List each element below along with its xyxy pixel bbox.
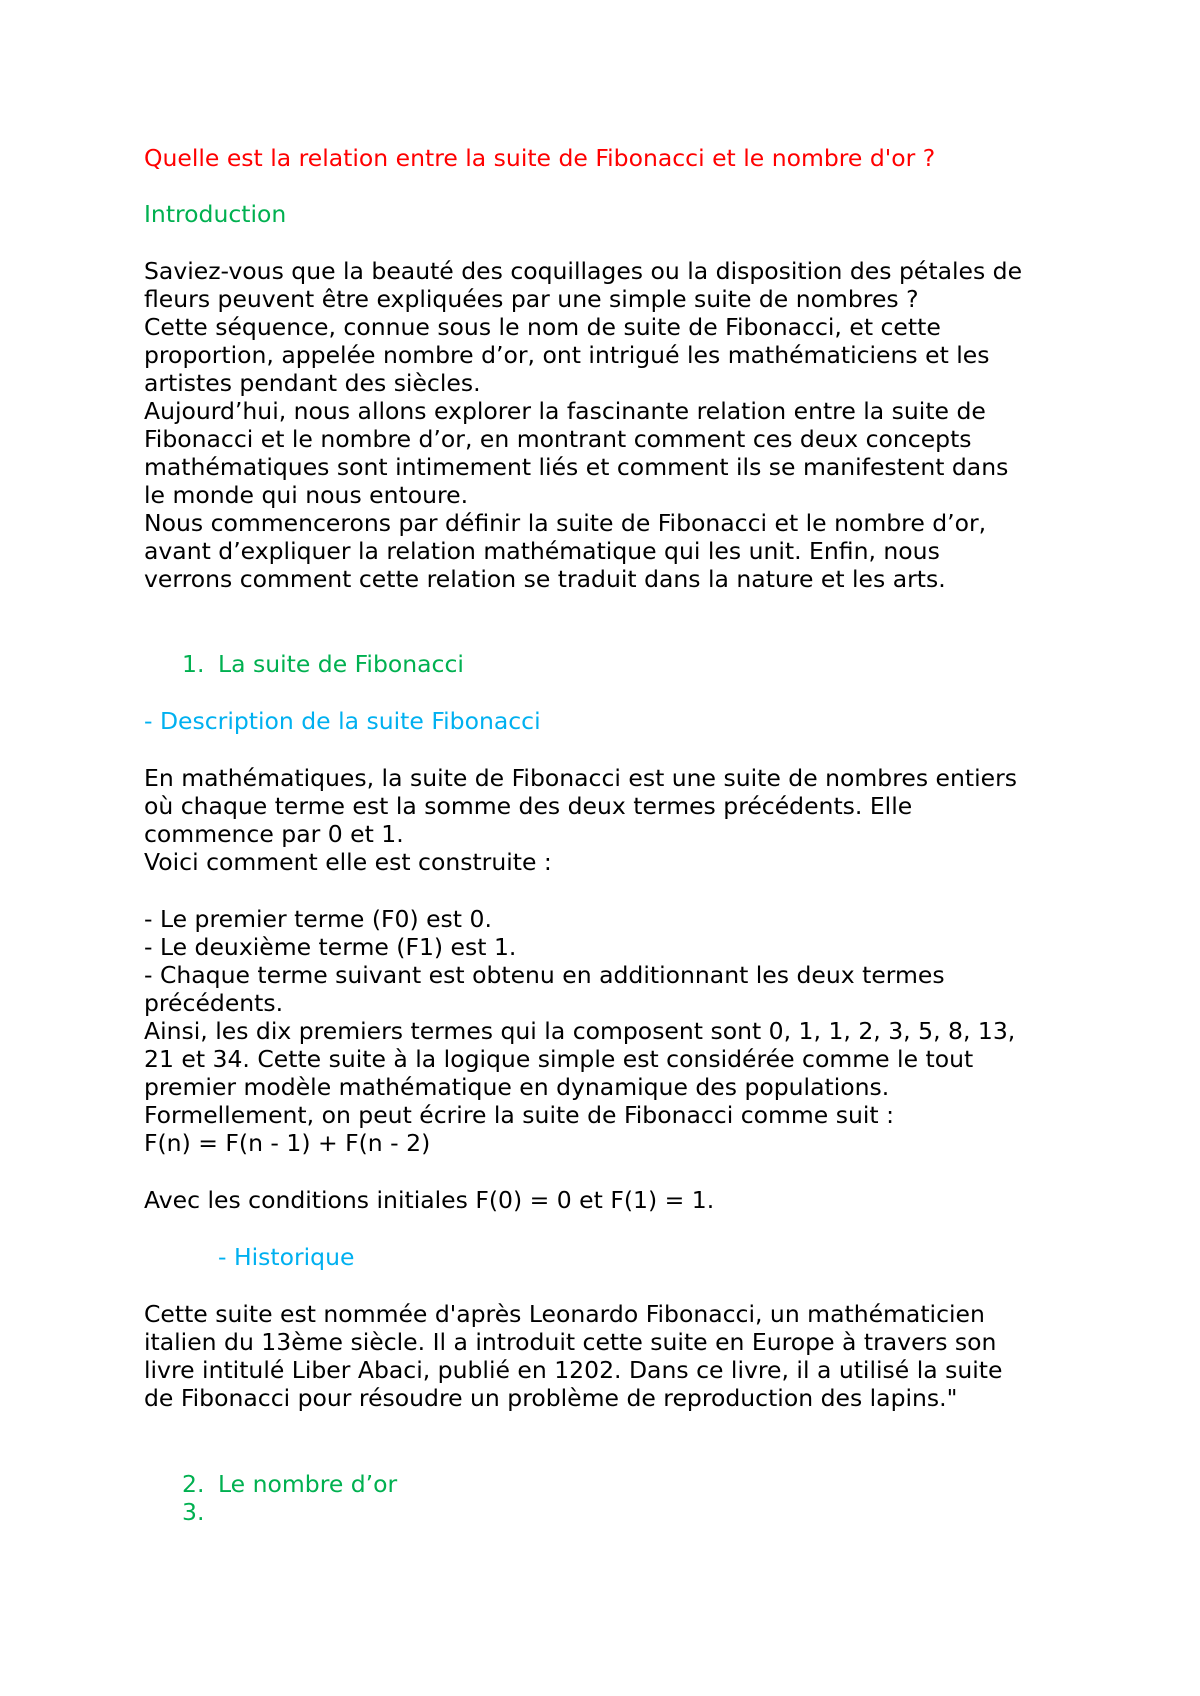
text-line: Fibonacci et le nombre d’or, en montrant comment ces deux concepts — [144, 425, 972, 453]
text-line: 21 et 34. Cette suite à la logique simple est considérée comme le tout — [144, 1045, 974, 1073]
description-subheading: - Description de la suite Fibonacci — [144, 707, 541, 735]
text-line: verrons comment cette relation se traduit dans la nature et les arts. — [144, 565, 946, 593]
text-line: proportion, appelée nombre d’or, ont intrigué les mathématiciens et les — [144, 341, 990, 369]
section2-heading: Le nombre d’or — [218, 1470, 398, 1498]
section1-number: 1. — [182, 650, 205, 678]
document-title: Quelle est la relation entre la suite de Fibonacci et le nombre d'or ? — [144, 144, 936, 172]
initial-conditions: Avec les conditions initiales F(0) = 0 et F(1) = 1. — [144, 1186, 715, 1214]
text-line: En mathématiques, la suite de Fibonacci est une suite de nombres entiers — [144, 764, 1017, 792]
text-line: Formellement, on peut écrire la suite de Fibonacci comme suit : — [144, 1101, 895, 1129]
text-line: où chaque terme est la somme des deux termes précédents. Elle — [144, 792, 913, 820]
text-line: Saviez-vous que la beauté des coquillages ou la disposition des pétales de — [144, 257, 1023, 285]
text-line: précédents. — [144, 989, 284, 1017]
text-line: premier modèle mathématique en dynamique des populations. — [144, 1073, 890, 1101]
intro-heading: Introduction — [144, 200, 287, 228]
section3-number: 3. — [182, 1498, 205, 1526]
text-line: Ainsi, les dix premiers termes qui la composent sont 0, 1, 1, 2, 3, 5, 8, 13, — [144, 1017, 1016, 1045]
text-line: Cette séquence, connue sous le nom de suite de Fibonacci, et cette — [144, 313, 941, 341]
history-subheading: - Historique — [218, 1243, 355, 1271]
text-line: italien du 13ème siècle. Il a introduit cette suite en Europe à travers son — [144, 1328, 997, 1356]
text-line: Cette suite est nommée d'après Leonardo Fibonacci, un mathématicien — [144, 1300, 985, 1328]
text-line: de Fibonacci pour résoudre un problème de reproduction des lapins." — [144, 1384, 958, 1412]
text-line: commence par 0 et 1. — [144, 820, 404, 848]
formula-line: F(n) = F(n - 1) + F(n - 2) — [144, 1129, 431, 1157]
text-line: artistes pendant des siècles. — [144, 369, 481, 397]
text-line: - Le deuxième terme (F1) est 1. — [144, 933, 517, 961]
text-line: Nous commencerons par définir la suite de Fibonacci et le nombre d’or, — [144, 509, 987, 537]
text-line: le monde qui nous entoure. — [144, 481, 469, 509]
text-line: - Chaque terme suivant est obtenu en additionnant les deux termes — [144, 961, 945, 989]
text-line: - Le premier terme (F0) est 0. — [144, 905, 492, 933]
text-line: avant d’expliquer la relation mathématique qui les unit. Enfin, nous — [144, 537, 940, 565]
text-line: mathématiques sont intimement liés et comment ils se manifestent dans — [144, 453, 1009, 481]
text-line: fleurs peuvent être expliquées par une simple suite de nombres ? — [144, 285, 919, 313]
text-line: livre intitulé Liber Abaci, publié en 1202. Dans ce livre, il a utilisé la suite — [144, 1356, 1003, 1384]
section1-heading: La suite de Fibonacci — [218, 650, 464, 678]
text-line: Voici comment elle est construite : — [144, 848, 552, 876]
text-line: Aujourd’hui, nous allons explorer la fascinante relation entre la suite de — [144, 397, 986, 425]
section2-number: 2. — [182, 1470, 205, 1498]
